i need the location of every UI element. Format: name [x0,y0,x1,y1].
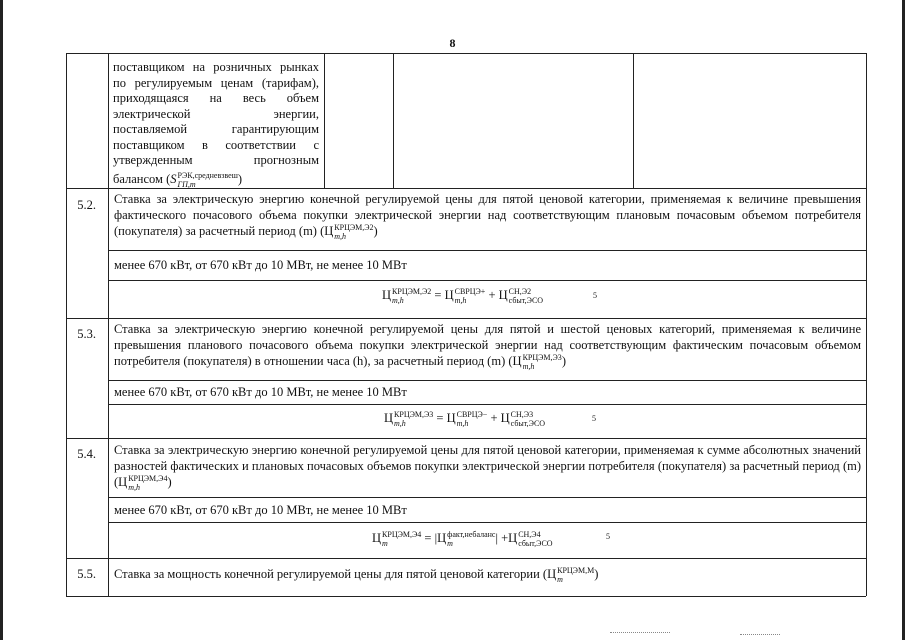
continued-line: по регулируемым ценам (тарифам), [113,75,319,90]
formula-footnote: 5 [593,291,597,300]
power-range: менее 670 кВт, от 670 кВт до 10 МВт, не менее 10 МВт [114,258,407,272]
row-description: Ставка за электрическую энергию конечной регулируемой цены для пятой ценовой категории, применяемая к сумме абсолютных значений разностей фактических и плановых почасовых объемов покупки электрической энергии потребителя (покупателя) за расчетный период (m) (Ц КРЦЭМ,Э4 m,h ) [114,443,861,492]
scan-artifact [740,634,780,635]
formula: Ц КРЦЭМ,Э3 m,h = Ц СВРЦЭ− m,h + Ц СН,Э3 сбыт,ЭСО [384,410,546,428]
continued-line: утвержденным прогнозным [113,153,319,167]
formula: Ц КРЦЭМ,Э4 m = |Ц факт,небаланс m | +Ц СН,Э4 сбыт,ЭСО [372,530,553,548]
continued-line: электрической энергии, [113,106,319,121]
power-range: менее 670 кВт, от 670 кВт до 10 МВт, не менее 10 МВт [114,385,407,399]
row-number: 5.4. [77,447,96,461]
page-number: 8 [449,36,456,50]
power-range: менее 670 кВт, от 670 кВт до 10 МВт, не менее 10 МВт [114,503,407,517]
row-number: 5.2. [77,198,96,212]
row-description: Ставка за электрическую энергию конечной регулируемой цены для пятой ценовой категории, применяемая к величине превышения фактического почасового объема покупки электрической энергии над соответствующим плановым почасовым объемом потребителя (покупателя) за расчетный период (m) (Ц КРЦЭМ,Э2 m,h ) [114,192,861,241]
formula-footnote: 5 [592,414,596,423]
continued-line: поставщиком в соответствии с [113,137,319,152]
scan-artifact [610,632,670,633]
scan-edge-left [0,0,3,640]
formula-footnote: 5 [606,532,610,541]
row-number: 5.3. [77,327,96,341]
continued-last-line: балансом (S РЭК,средневзвеш ГП,m ) [113,170,243,189]
formula: Ц КРЦЭМ,Э2 m,h = Ц СВРЦЭ+ m,h + Ц СН,Э2 сбыт,ЭСО [382,287,544,305]
row-description: Ставка за мощность конечной регулируемой цены для пятой ценовой категории (Ц КРЦЭМ,М m ) [114,566,599,584]
row-description: Ставка за электрическую энергию конечной регулируемой цены для пятой и шестой ценовых категорий, применяемая к величине превышения планового почасового объема покупки электрической энергии над соответствующим фактическим почасовым объемом потребителя (покупателя) в отношении часа (h), за расчетный период (m) (Ц КРЦЭМ,Э3 m,h ) [114,322,861,371]
continued-line: приходящаяся на весь объем [113,91,319,105]
row-number: 5.5. [77,567,96,581]
continued-line: поставщиком на розничных рынках [113,60,319,74]
continued-line: поставляемой гарантирующим [113,122,319,136]
